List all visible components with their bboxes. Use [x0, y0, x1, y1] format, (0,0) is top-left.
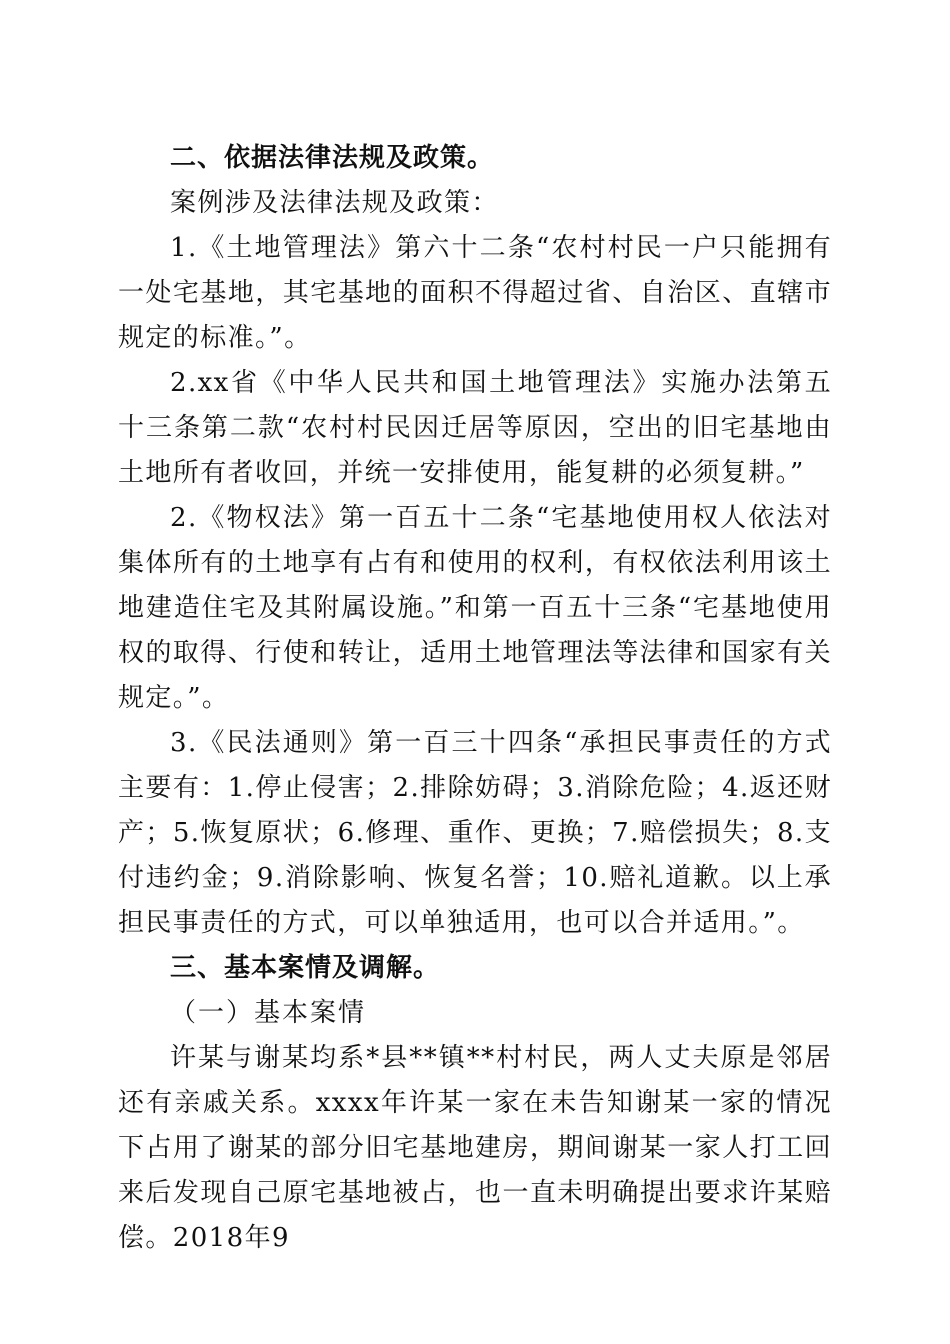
paragraph-case-facts: 许某与谢某均系*县**镇**村村民，两人丈夫原是邻居还有亲戚关系。xxxx年许某一家在未告知谢某一家的情况下占用了谢某的部分旧宅基地建房，期间谢某一家人打工回来后发现自己原宅基地被占，也一直未明确提出要求许某赔偿。2018年9	[118, 1043, 832, 1253]
paragraph-intro: 案例涉及法律法规及政策：	[170, 188, 499, 218]
paragraph-provincial-rules: 2.xx省《中华人民共和国土地管理法》实施办法第五十三条第二款“农村村民因迁居等原因，空出的旧宅基地由土地所有者收回，并统一安排使用，能复耕的必须复耕。”	[118, 368, 832, 488]
section-heading-case: 三、基本案情及调解。	[170, 953, 441, 983]
paragraph-land-law: 1.《土地管理法》第六十二条“农村村民一户只能拥有一处宅基地，其宅基地的面积不得超过省、自治区、直辖市规定的标准。”。	[118, 233, 832, 353]
subsection-heading-basic-case: （一）基本案情	[170, 998, 367, 1028]
document-body	[118, 136, 832, 1261]
paragraph-property-law: 2.《物权法》第一百五十二条“宅基地使用权人依法对集体所有的土地享有占有和使用的权利，有权依法利用该土地建造住宅及其附属设施。”和第一百五十三条“宅基地使用权的取得、行使和转让，适用土地管理法等法律和国家有关规定。”。	[118, 503, 832, 713]
paragraph-civil-law: 3.《民法通则》第一百三十四条“承担民事责任的方式主要有：1.停止侵害；2.排除妨碍；3.消除危险；4.返还财产；5.恢复原状；6.修理、重作、更换；7.赔偿损失；8.支付违约金；9.消除影响、恢复名誉；10.赔礼道歉。以上承担民事责任的方式，可以单独适用，也可以合并适用。”。	[118, 728, 832, 938]
section-heading-legal-basis: 二、依据法律法规及政策。	[170, 143, 495, 173]
